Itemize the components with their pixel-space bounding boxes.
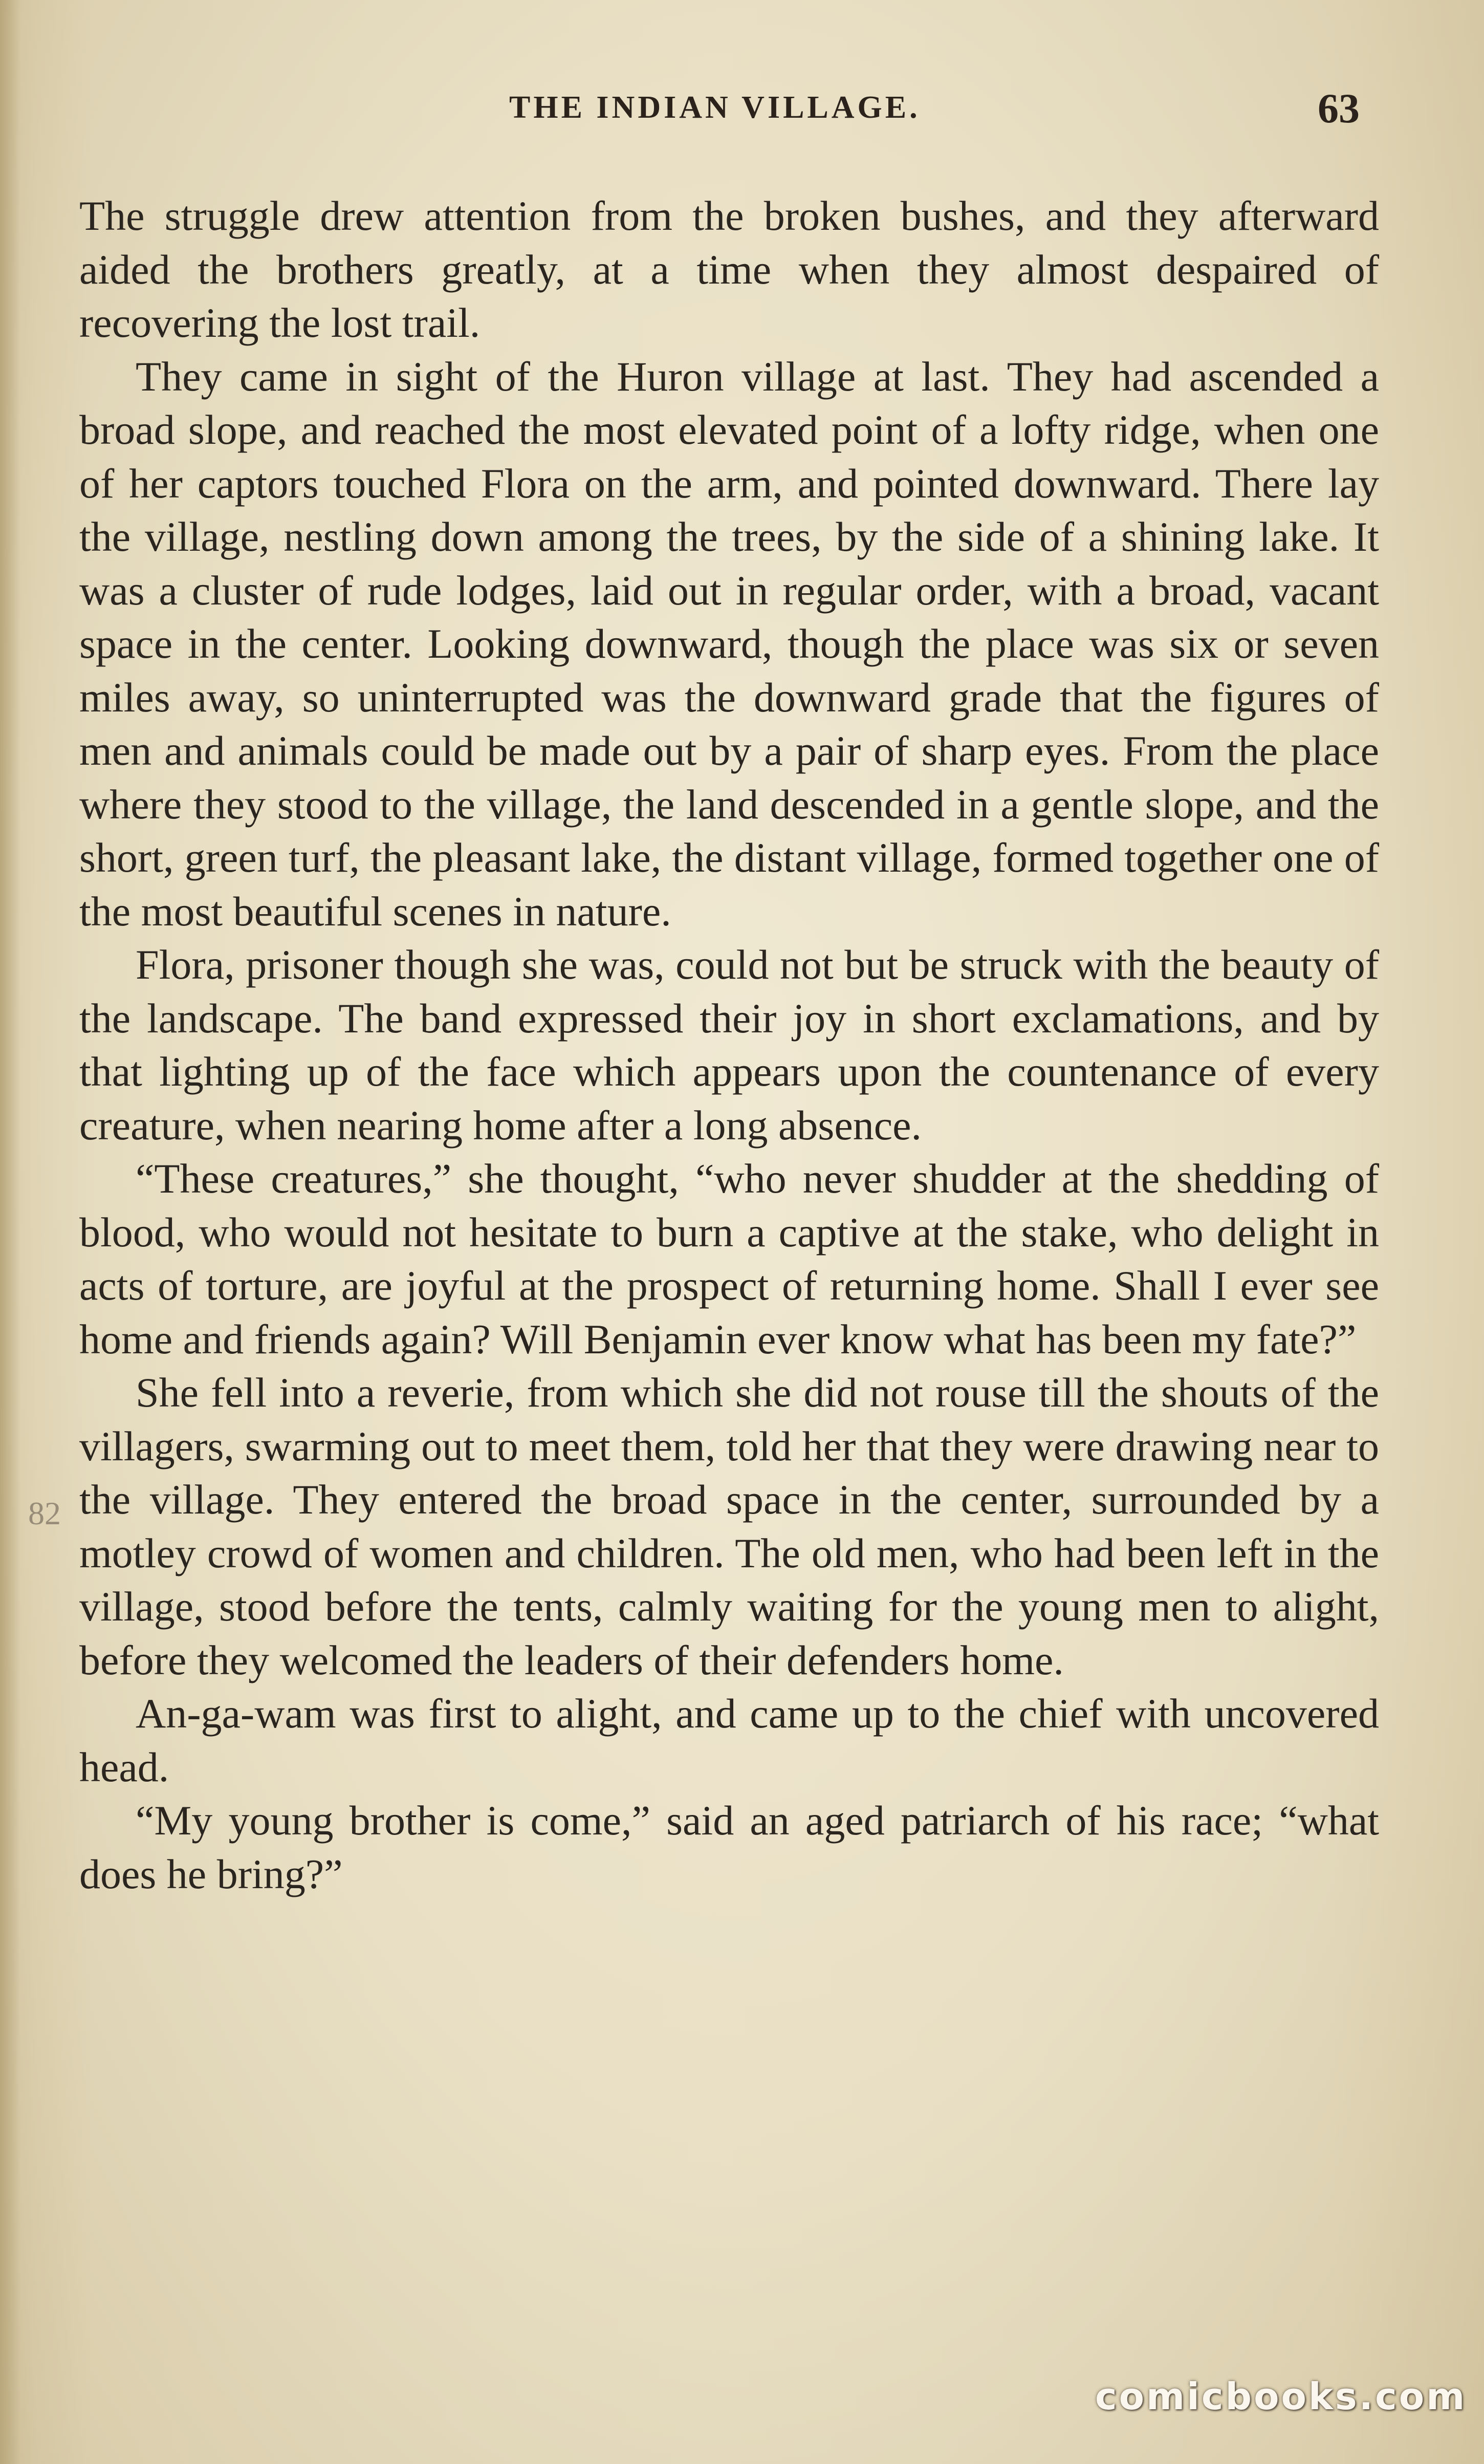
paragraph-5: She fell into a reverie, from which she did not rouse till the shouts of the villagers, swarming out to meet them, told her that they were drawing near to the village. They entered the broad space in the center, surrounded by a motley crowd of women and children. The old men, who had been left in the village, stood before the tents, calmly waiting for the young men to alight, before they welcomed the leaders of their defenders home. — [79, 1369, 1379, 1683]
watermark: comicbooks.com — [1095, 2375, 1467, 2418]
paragraph-1: The struggle drew attention from the broken bushes, and they afterward aided the brothers greatly, at a time when they almost despaired of recovering the lost trail. — [79, 192, 1379, 346]
paragraph-7: “My young brother is come,” said an aged patriarch of his race; “what does he bring?” — [79, 1797, 1379, 1897]
paragraph-3: Flora, prisoner though she was, could not but be struck with the beauty of the landscape. The band expressed their joy in short exclamations, and by that lighting up of the face which appears upon the countenance of every creature, when nearing home after a long absence. — [79, 941, 1379, 1149]
running-title: THE INDIAN VILLAGE. — [509, 90, 921, 125]
paragraph-4: “These creatures,” she thought, “who never shudder at the shedding of blood, who would not hesitate to burn a captive at the stake, who delight in acts of torture, are joyful at the prospect of returning home. Shall I ever see home and friends again? Will Benjamin ever know what has been my fate?” — [79, 1155, 1379, 1363]
page-edge-shadow — [0, 0, 20, 2464]
margin-mark: 82 — [28, 1495, 61, 1531]
running-head — [0, 84, 1484, 141]
body-text — [79, 189, 1379, 1901]
page-number: 63 — [1318, 85, 1360, 132]
paragraph-2: They came in sight of the Huron village at last. They had ascended a broad slope, and reached the most elevated point of a lofty ridge, when one of her captors touched Flora on the arm, and pointed downward. There lay the village, nestling down among the trees, by the side of a shining lake. It was a cluster of rude lodges, laid out in regular order, with a broad, vacant space in the center. Looking downward, though the place was six or seven miles away, so uninterrupted was the downward grade that the figures of men and animals could be made out by a pair of sharp eyes. From the place where they stood to the village, the land descended in a gentle slope, and the short, green turf, the pleasant lake, the distant village, formed together one of the most beautiful scenes in nature. — [79, 353, 1379, 935]
paragraph-6: An-ga-wam was first to alight, and came up to the chief with uncovered head. — [79, 1690, 1379, 1790]
